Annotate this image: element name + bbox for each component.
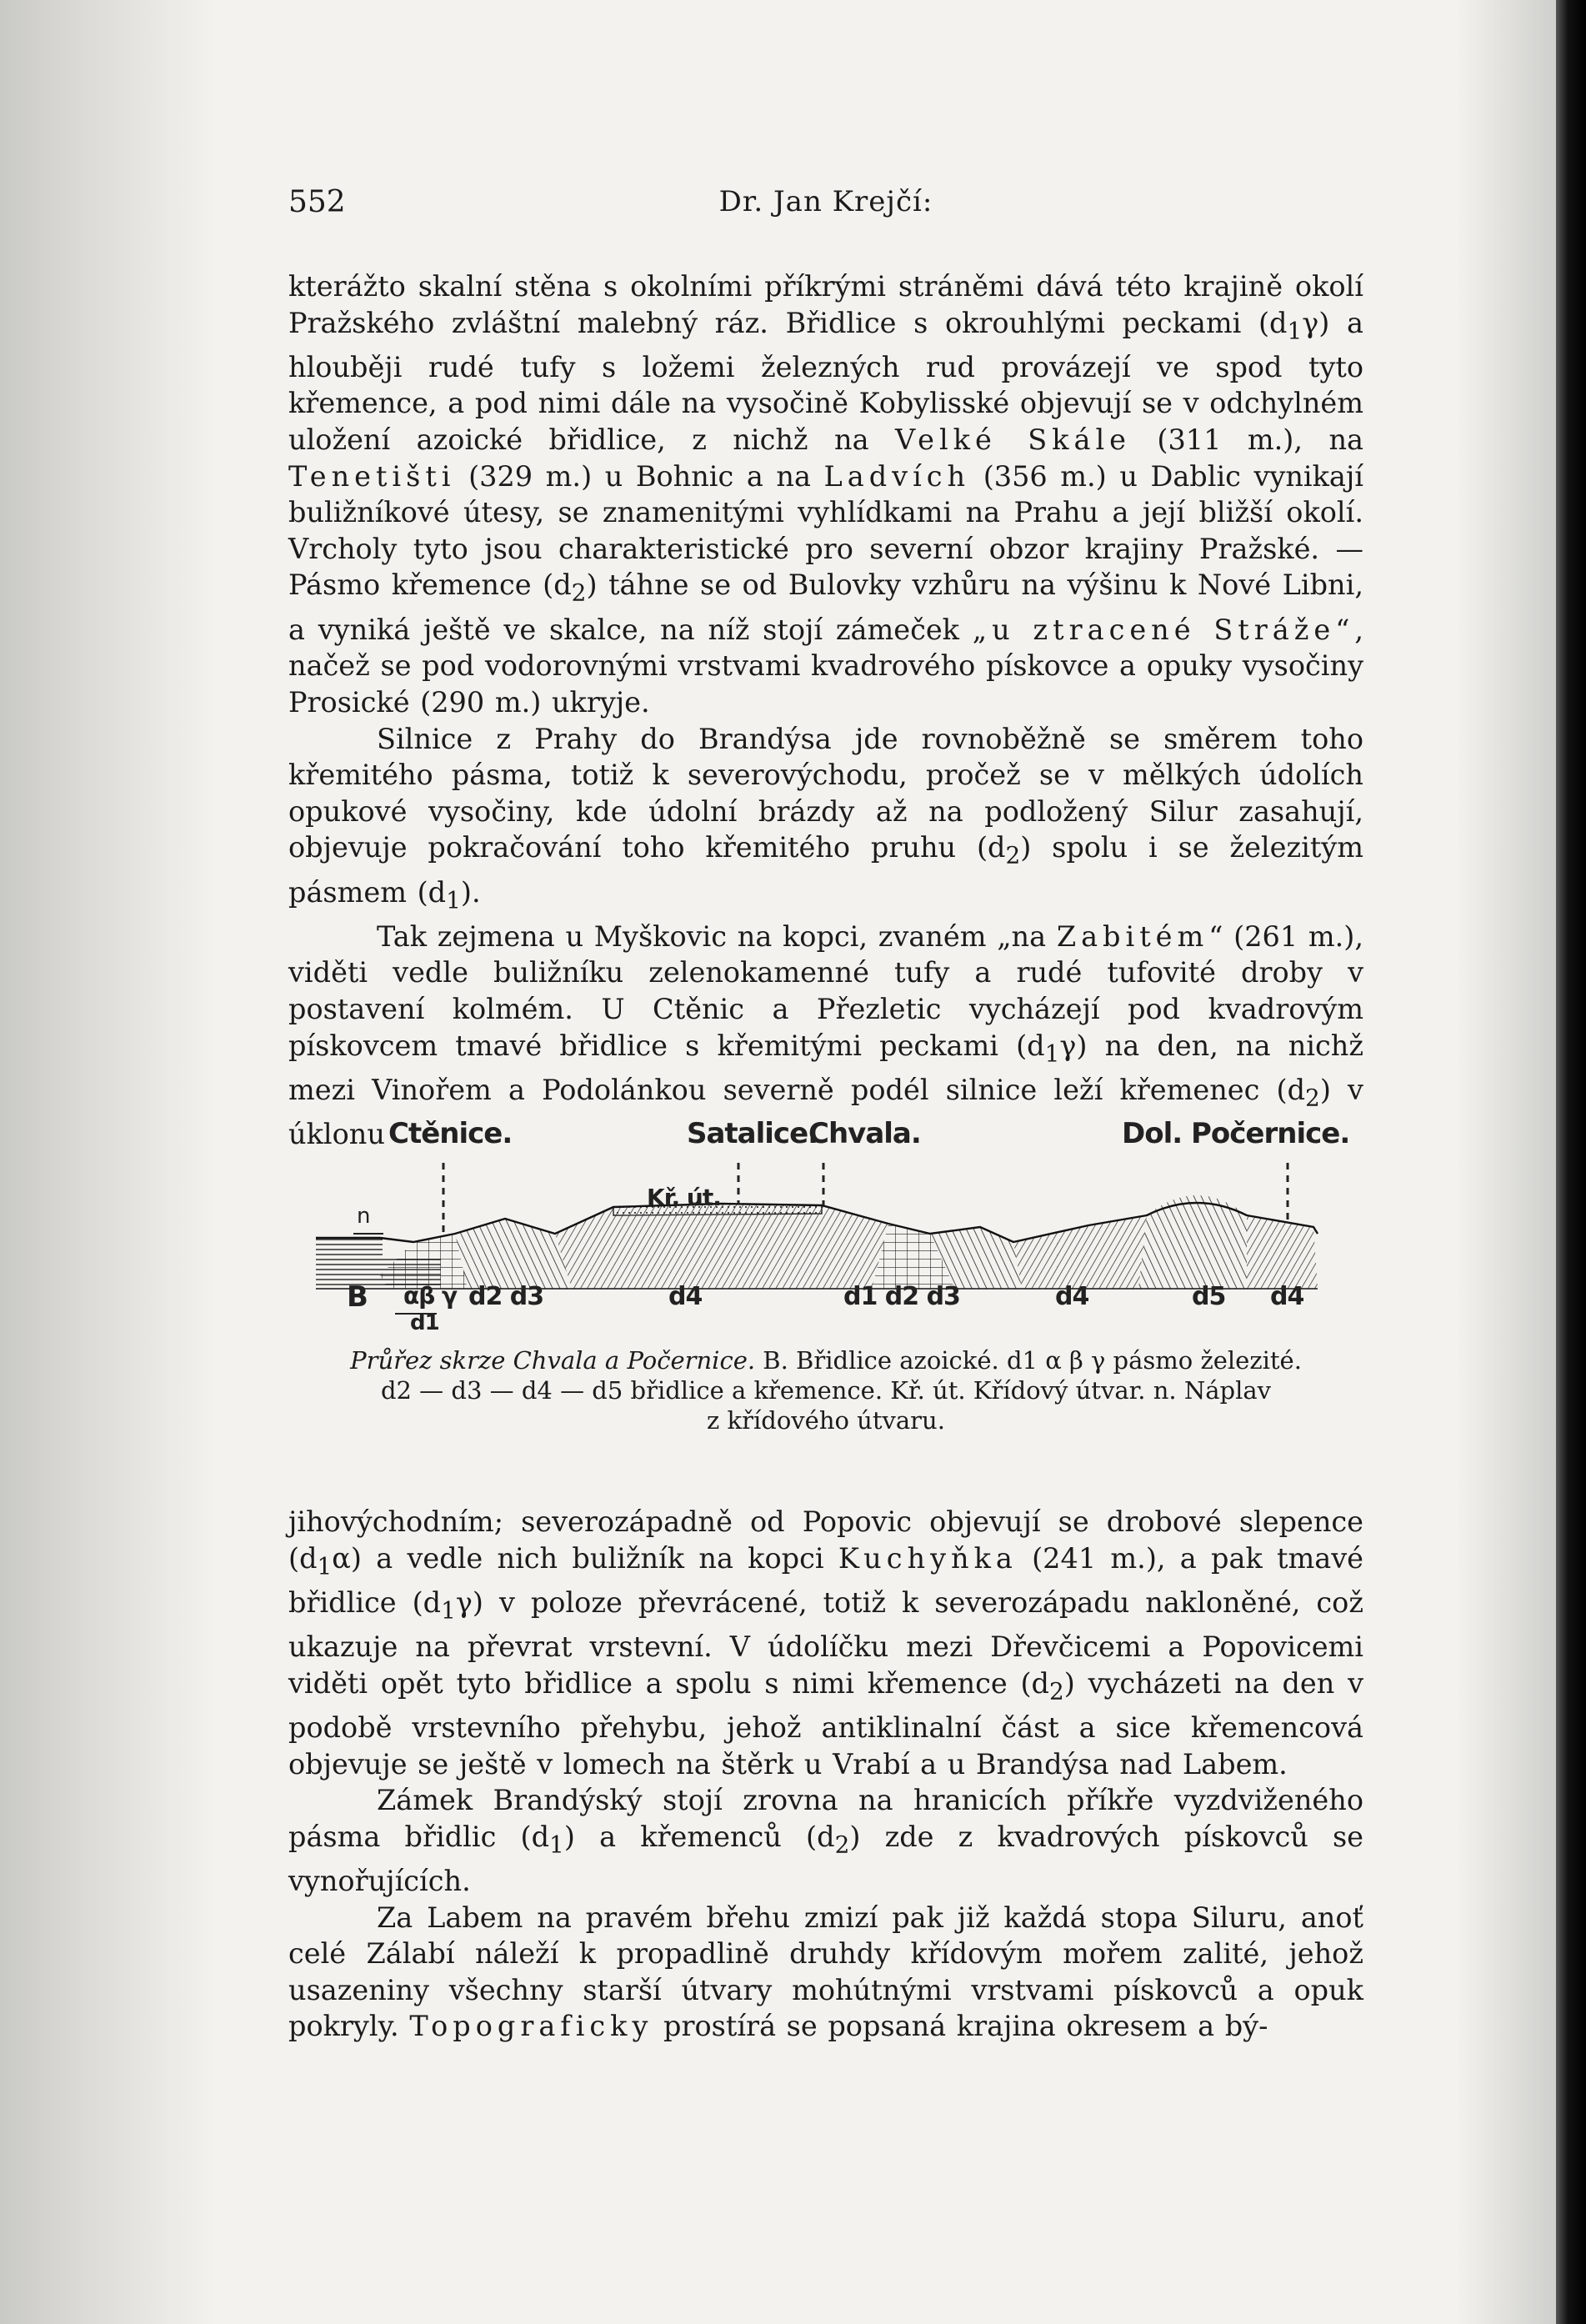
text-run: γ) a hlouběji rudé tufy s ložemi železných rud provázejí ve spod tyto křemence, a pod nimi dále na vysočině Kobylisské objevují se v odchylném uložení azoické břidlice, z nichž na bbox=[288, 306, 1363, 457]
text-run: (329 m.) u Bohnic a na bbox=[455, 459, 824, 493]
caption-line-1 bbox=[288, 1345, 1363, 1375]
text-run: Tak zejmena u Myškovic na kopci, zvaném „na bbox=[377, 919, 1057, 953]
label-B: B bbox=[347, 1280, 368, 1314]
text-run: ) v úklonu bbox=[288, 1073, 1363, 1151]
text-run: Za Labem na pravém břehu zmizí pak již každá stopa Siluru, anoť celé Zálabí náleží k propadlině druhdy křídovým mořem zalité, jehož usazeniny všechny starší útvary mohútnými vrstvami pískovců a opuk pokryly. bbox=[288, 1901, 1363, 2043]
subscript: 1 bbox=[549, 1831, 564, 1859]
text-run: “ (261 m.), viděti vedle buližníku zelenokamenné tufy a rudé tufovité droby v postavení kolmém. U Ctěnic a Přezletic vycházejí pod kvadrovým pískovcem tmavé břidlice s křemitými peckami (d bbox=[288, 919, 1363, 1062]
spaced-emphasis: „u ztracené Stráže“ bbox=[972, 613, 1355, 646]
caption-line-3: z křídového útvaru. bbox=[707, 1406, 945, 1435]
paragraph bbox=[288, 1504, 1363, 1782]
subscript: 1 bbox=[317, 1552, 333, 1580]
label-alpha-beta-gamma: αβ γ bbox=[403, 1282, 458, 1310]
subscript: 2 bbox=[1005, 841, 1021, 869]
text-run: ) a křemenců (d bbox=[563, 1820, 835, 1853]
text-run: (311 m.), na bbox=[1130, 423, 1363, 457]
text-run: γ) v poloze převrácené, totiž k severozápadu nakloněné, což ukazuje na převrat vrstevní. V údolíčku mezi Dřevčicemi a Popovicemi viděti opět tyto břidlice a spolu s nimi křemence (d bbox=[288, 1585, 1363, 1700]
text-run: ) zde z kvadrových pískovců se vynořujících. bbox=[288, 1820, 1363, 1898]
figure-caption bbox=[288, 1345, 1363, 1435]
label-d1-d2-d3-right: d1 d2 d3 bbox=[843, 1282, 960, 1311]
text-run: kterážto skalní stěna s okolními příkrými stráněmi dává této krajině okolí Pražského zvláštní malebný ráz. Břidlice s okrouhlými peckami (d bbox=[288, 270, 1363, 339]
text-run: , načež se pod vodorovnými vrstvami kvadrového pískovce a opuky vysočiny Prosické (290 m.) ukryje. bbox=[288, 613, 1363, 719]
label-d4-left: d4 bbox=[668, 1282, 703, 1311]
text-run: ) táhne se od Bulovky vzhůru na výšinu k Nové Libni, a vyniká ještě ve skalce, na níž stojí zámeček bbox=[288, 568, 1363, 646]
spaced-emphasis: Tenetišti bbox=[288, 459, 456, 493]
label-ctenice: Ctěnice. bbox=[388, 1117, 513, 1150]
spaced-emphasis: Ladvích bbox=[823, 459, 971, 493]
subscript: 2 bbox=[1305, 1084, 1320, 1112]
n-alluvium-layer bbox=[316, 1238, 383, 1259]
scan-shadow-left bbox=[0, 0, 217, 2324]
text-run: Silnice z Prahy do Brandýsa jde rovnoběžně se směrem toho křemitého pásma, totiž k severovýchodu, pročež se v mělkých údolích opukové vysočiny, kde údolní brázdy až na podložený Silur zasahují, objevuje pokračování toho křemitého pruhu (d bbox=[288, 722, 1363, 864]
page-number: 552 bbox=[288, 185, 346, 219]
paragraph bbox=[288, 1900, 1363, 2045]
text-run: ) spolu i se železitým pásmem (d bbox=[288, 831, 1363, 909]
caption-title: Průřez skrze Chvala a Počernice. bbox=[350, 1346, 756, 1375]
label-kr-ut: Kř. út. bbox=[647, 1184, 721, 1211]
text-run: γ) na den, na nichž mezi Vinořem a Podolánkou severně podél silnice leží křemenec (d bbox=[288, 1029, 1363, 1106]
text-run: ). bbox=[460, 875, 481, 909]
text-run: (356 m.) u Dablic vynikají buližníkové útesy, se znamenitými vyhlídkami na Prahu a její bližší okolí. Vrcholy tyto jsou charakteristické pro severní obzor krajiny Pražské. — Pásmo křemence (d bbox=[288, 459, 1364, 602]
subscript: 1 bbox=[446, 886, 461, 914]
label-d4-right: d4 bbox=[1270, 1282, 1304, 1311]
subscript: 1 bbox=[441, 1596, 456, 1625]
label-chvala: Chvala. bbox=[808, 1117, 921, 1150]
label-d2-d3-left: d2 d3 bbox=[468, 1282, 544, 1311]
running-head: Dr. Jan Krejčí: bbox=[718, 185, 933, 218]
paragraph bbox=[288, 721, 1363, 919]
label-d1-under: d1 bbox=[410, 1310, 439, 1335]
label-d5: d5 bbox=[1192, 1282, 1226, 1311]
subscript: 2 bbox=[834, 1831, 850, 1859]
caption-line-2: d2 — d3 — d4 — d5 břidlice a křemence. Kř. út. Křídový útvar. n. Náplav bbox=[380, 1376, 1272, 1405]
label-d4-middle: d4 bbox=[1055, 1282, 1089, 1311]
subscript: 2 bbox=[1048, 1677, 1064, 1705]
label-satalice: Satalice. bbox=[687, 1117, 818, 1150]
text-run: α) a vedle nich buližník na kopci bbox=[332, 1541, 838, 1575]
paragraph bbox=[288, 1782, 1363, 1899]
label-pocernice: Dol. Počernice. bbox=[1122, 1117, 1350, 1150]
text-run: prostírá se popsaná krajina okresem a bý- bbox=[653, 2010, 1268, 2043]
spaced-emphasis: Topograficky bbox=[409, 2010, 653, 2043]
caption-text-1: B. Břidlice azoické. d1 α β γ pásmo železité. bbox=[755, 1346, 1302, 1375]
paragraph bbox=[288, 268, 1363, 721]
label-n: n bbox=[357, 1204, 370, 1229]
spaced-emphasis: Zabitém bbox=[1056, 919, 1209, 953]
spaced-emphasis: Kuchyňka bbox=[838, 1541, 1018, 1575]
body-text-top bbox=[288, 268, 1363, 1153]
scan-edge-right bbox=[1556, 0, 1586, 2324]
text-run: ) vycházeti na den v podobě vrstevního přehybu, jehož antiklinalní část a sice křemencová objevuje se ještě v lomech na štěrk u Vrabí a u Brandýsa nad Labem. bbox=[288, 1666, 1363, 1781]
subscript: 2 bbox=[571, 579, 587, 608]
text-run: jihovýchodním; severozápadně od Popovic objevují se drobové slepence (d bbox=[288, 1505, 1363, 1575]
scan-shadow-right bbox=[1456, 0, 1556, 2324]
text-run: Zámek Brandýský stojí zrovna na hranicích příkře vyzdviženého pásma břidlic (d bbox=[288, 1784, 1363, 1853]
body-text-bottom bbox=[288, 1504, 1363, 2045]
subscript: 1 bbox=[1044, 1039, 1060, 1068]
page-header bbox=[288, 185, 1363, 227]
subscript: 1 bbox=[1287, 317, 1303, 345]
cross-section-figure bbox=[288, 1117, 1363, 1475]
spaced-emphasis: Velké Skále bbox=[895, 423, 1131, 457]
text-run: (241 m.), a pak tmavé břidlice (d bbox=[288, 1541, 1363, 1619]
d4-band-left bbox=[555, 1204, 888, 1289]
